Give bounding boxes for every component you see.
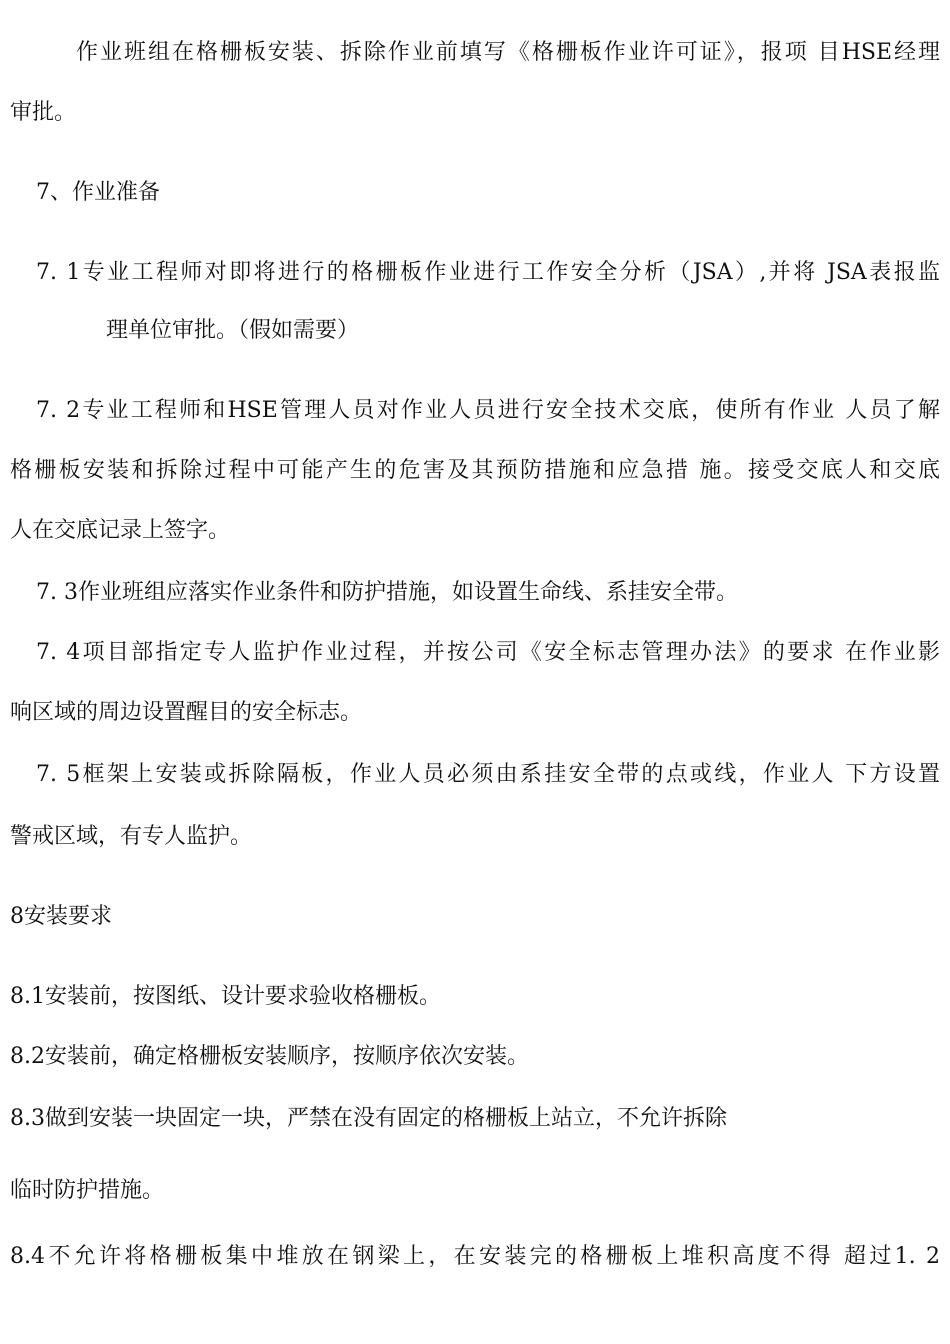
paragraph-line: 响区域的周边设置醒目的安全标志。 — [10, 700, 363, 725]
paragraph-line: 8.2安装前，确定格栅板安装顺序，按顺序依次安装。 — [10, 1044, 529, 1069]
paragraph-line: 格栅板安装和拆除过程中可能产生的危害及其预防措施和应急措 施。接受交底人和交底 — [10, 458, 940, 483]
section-heading: 7、作业准备 — [36, 180, 160, 205]
paragraph-line: 7. 2专业工程师和HSE管理人员对作业人员进行安全技术交底，使所有作业 人员了解 — [36, 398, 940, 423]
paragraph-line: 临时防护措施。 — [10, 1178, 165, 1203]
paragraph-line: 7. 5框架上安装或拆除隔板，作业人员必须由系挂安全带的点或线，作业人 下方设置 — [36, 762, 940, 787]
paragraph-line: 8.4不允许将格栅板集中堆放在钢梁上，在安装完的格栅板上堆积高度不得 超过1. 2 — [10, 1244, 940, 1269]
paragraph-line: 理单位审批。（假如需要） — [106, 318, 360, 343]
paragraph-line: 人在交底记录上签字。 — [10, 518, 231, 543]
paragraph-line: 8.3做到安装一块固定一块，严禁在没有固定的格栅板上站立，不允许拆除 — [10, 1106, 727, 1131]
paragraph-line: 警戒区域，有专人监护。 — [10, 824, 253, 849]
section-heading: 8安装要求 — [10, 904, 112, 929]
paragraph-line: 7. 4项目部指定专人监护作业过程，并按公司《安全标志管理办法》的要求 在作业影 — [36, 640, 940, 665]
paragraph-line: 作业班组在格栅板安装、拆除作业前填写《格栅板作业许可证》，报项 目HSE经理 — [76, 40, 940, 65]
paragraph-line: 审批。 — [10, 100, 77, 125]
paragraph-line: 7. 1专业工程师对即将进行的格栅板作业进行工作安全分析（JSA）,并将 JSA表报监 — [36, 260, 940, 285]
paragraph-line: 8.1安装前，按图纸、设计要求验收格栅板。 — [10, 984, 441, 1009]
paragraph-line: 7. 3作业班组应落实作业条件和防护措施，如设置生命线、系挂安全带。 — [36, 580, 738, 605]
